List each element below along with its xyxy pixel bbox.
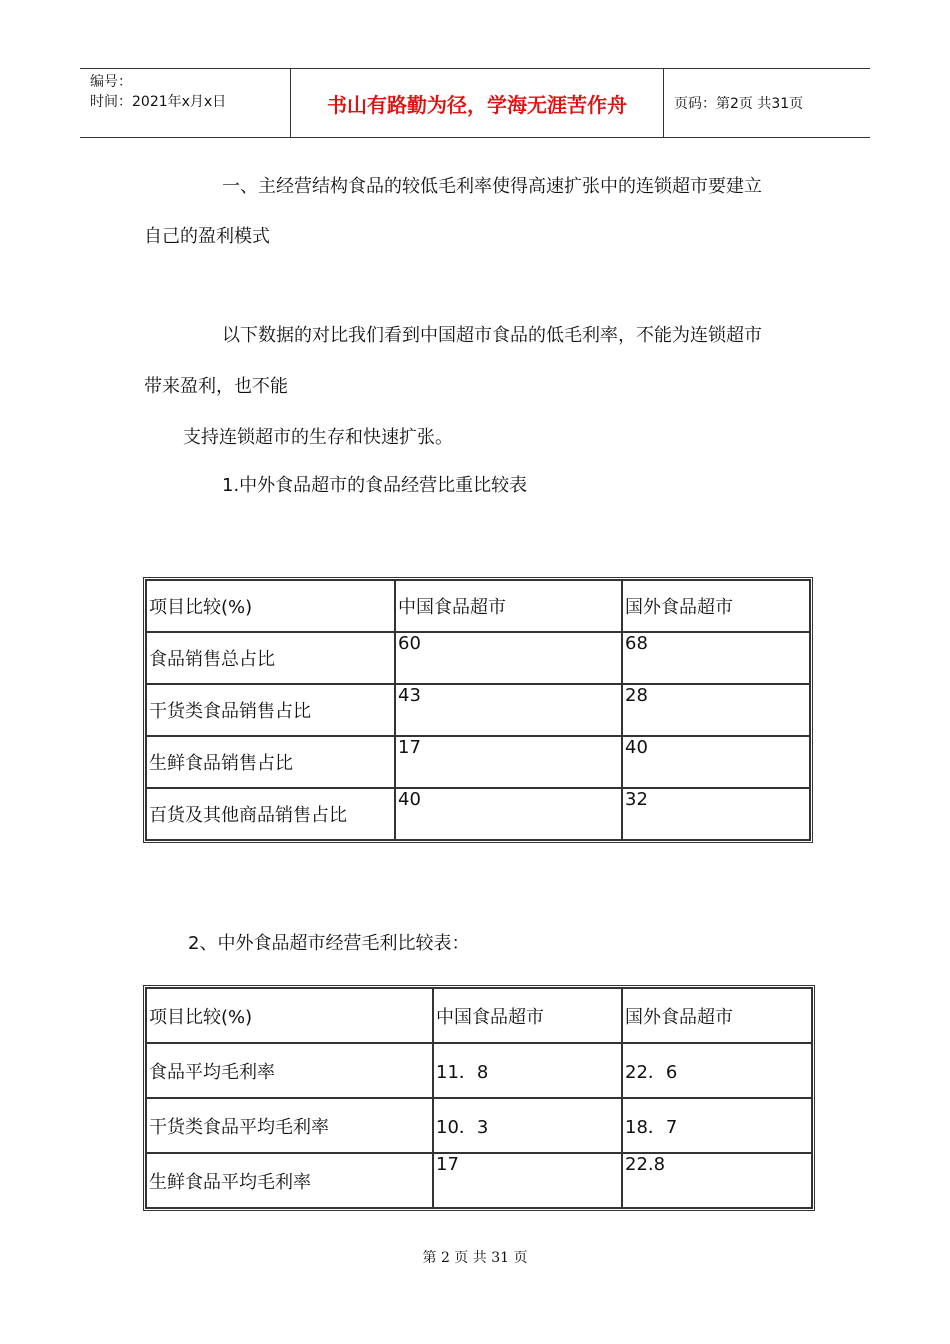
paragraph-line-1: 以下数据的对比我们看到中国超市食品的低毛利率，不能为连锁超市 xyxy=(222,325,762,346)
row-label: 食品平均毛利率 xyxy=(146,1043,433,1098)
header-cell: 国外食品超市 xyxy=(622,580,810,632)
table-header-row xyxy=(146,580,810,632)
value-cell: 32 xyxy=(622,788,810,840)
value-cell: 22．6 xyxy=(622,1043,812,1098)
header-cell: 中国食品超市 xyxy=(395,580,622,632)
table2-caption: 2、中外食品超市经营毛利比较表： xyxy=(188,933,470,954)
value-cell: 40 xyxy=(622,736,810,788)
table-row xyxy=(146,1043,812,1098)
header-meta xyxy=(80,69,291,137)
section-heading-line-1: 一、主经营结构食品的较低毛利率使得高速扩张中的连锁超市要建立 xyxy=(222,176,762,197)
header-cell: 国外食品超市 xyxy=(622,988,812,1043)
table-row xyxy=(146,1153,812,1208)
row-label: 干货类食品销售占比 xyxy=(146,684,395,736)
paragraph-line-3: 支持连锁超市的生存和快速扩张。 xyxy=(183,427,453,448)
value-cell: 17 xyxy=(433,1153,622,1208)
section-heading-line-2: 自己的盈利模式 xyxy=(144,226,270,247)
value-cell: 68 xyxy=(622,632,810,684)
value-cell: 11．8 xyxy=(433,1043,622,1098)
value-cell: 28 xyxy=(622,684,810,736)
header-cell: 项目比较(%) xyxy=(146,988,433,1043)
table-gross-margin xyxy=(143,985,815,1211)
document-date: 时间：2021年x月x日 xyxy=(90,94,227,110)
table-row xyxy=(146,788,810,840)
header-page-info: 页码：第2页 共31页 xyxy=(674,96,804,112)
row-label: 生鲜食品销售占比 xyxy=(146,736,395,788)
paragraph-line-2: 带来盈利，也不能 xyxy=(144,376,288,397)
table-row xyxy=(146,632,810,684)
table1-caption: 1.中外食品超市的食品经营比重比较表 xyxy=(222,475,528,496)
header-cell: 项目比较(%) xyxy=(146,580,395,632)
row-label: 生鲜食品平均毛利率 xyxy=(146,1153,433,1208)
row-label: 食品销售总占比 xyxy=(146,632,395,684)
page-header xyxy=(80,68,870,138)
table-row xyxy=(146,736,810,788)
value-cell: 18．7 xyxy=(622,1098,812,1153)
table-header-row xyxy=(146,988,812,1043)
value-cell: 10．3 xyxy=(433,1098,622,1153)
header-motto: 书山有路勤为径，学海无涯苦作舟 xyxy=(291,69,664,137)
page-footer: 第 2 页 共 31 页 xyxy=(422,1250,528,1266)
value-cell: 60 xyxy=(395,632,622,684)
value-cell: 17 xyxy=(395,736,622,788)
value-cell: 22.8 xyxy=(622,1153,812,1208)
row-label: 百货及其他商品销售占比 xyxy=(146,788,395,840)
table-row xyxy=(146,684,810,736)
row-label: 干货类食品平均毛利率 xyxy=(146,1098,433,1153)
value-cell: 43 xyxy=(395,684,622,736)
document-number-label: 编号： xyxy=(90,74,132,90)
table-row xyxy=(146,1098,812,1153)
table-food-sales-share xyxy=(143,577,813,843)
header-cell: 中国食品超市 xyxy=(433,988,622,1043)
value-cell: 40 xyxy=(395,788,622,840)
